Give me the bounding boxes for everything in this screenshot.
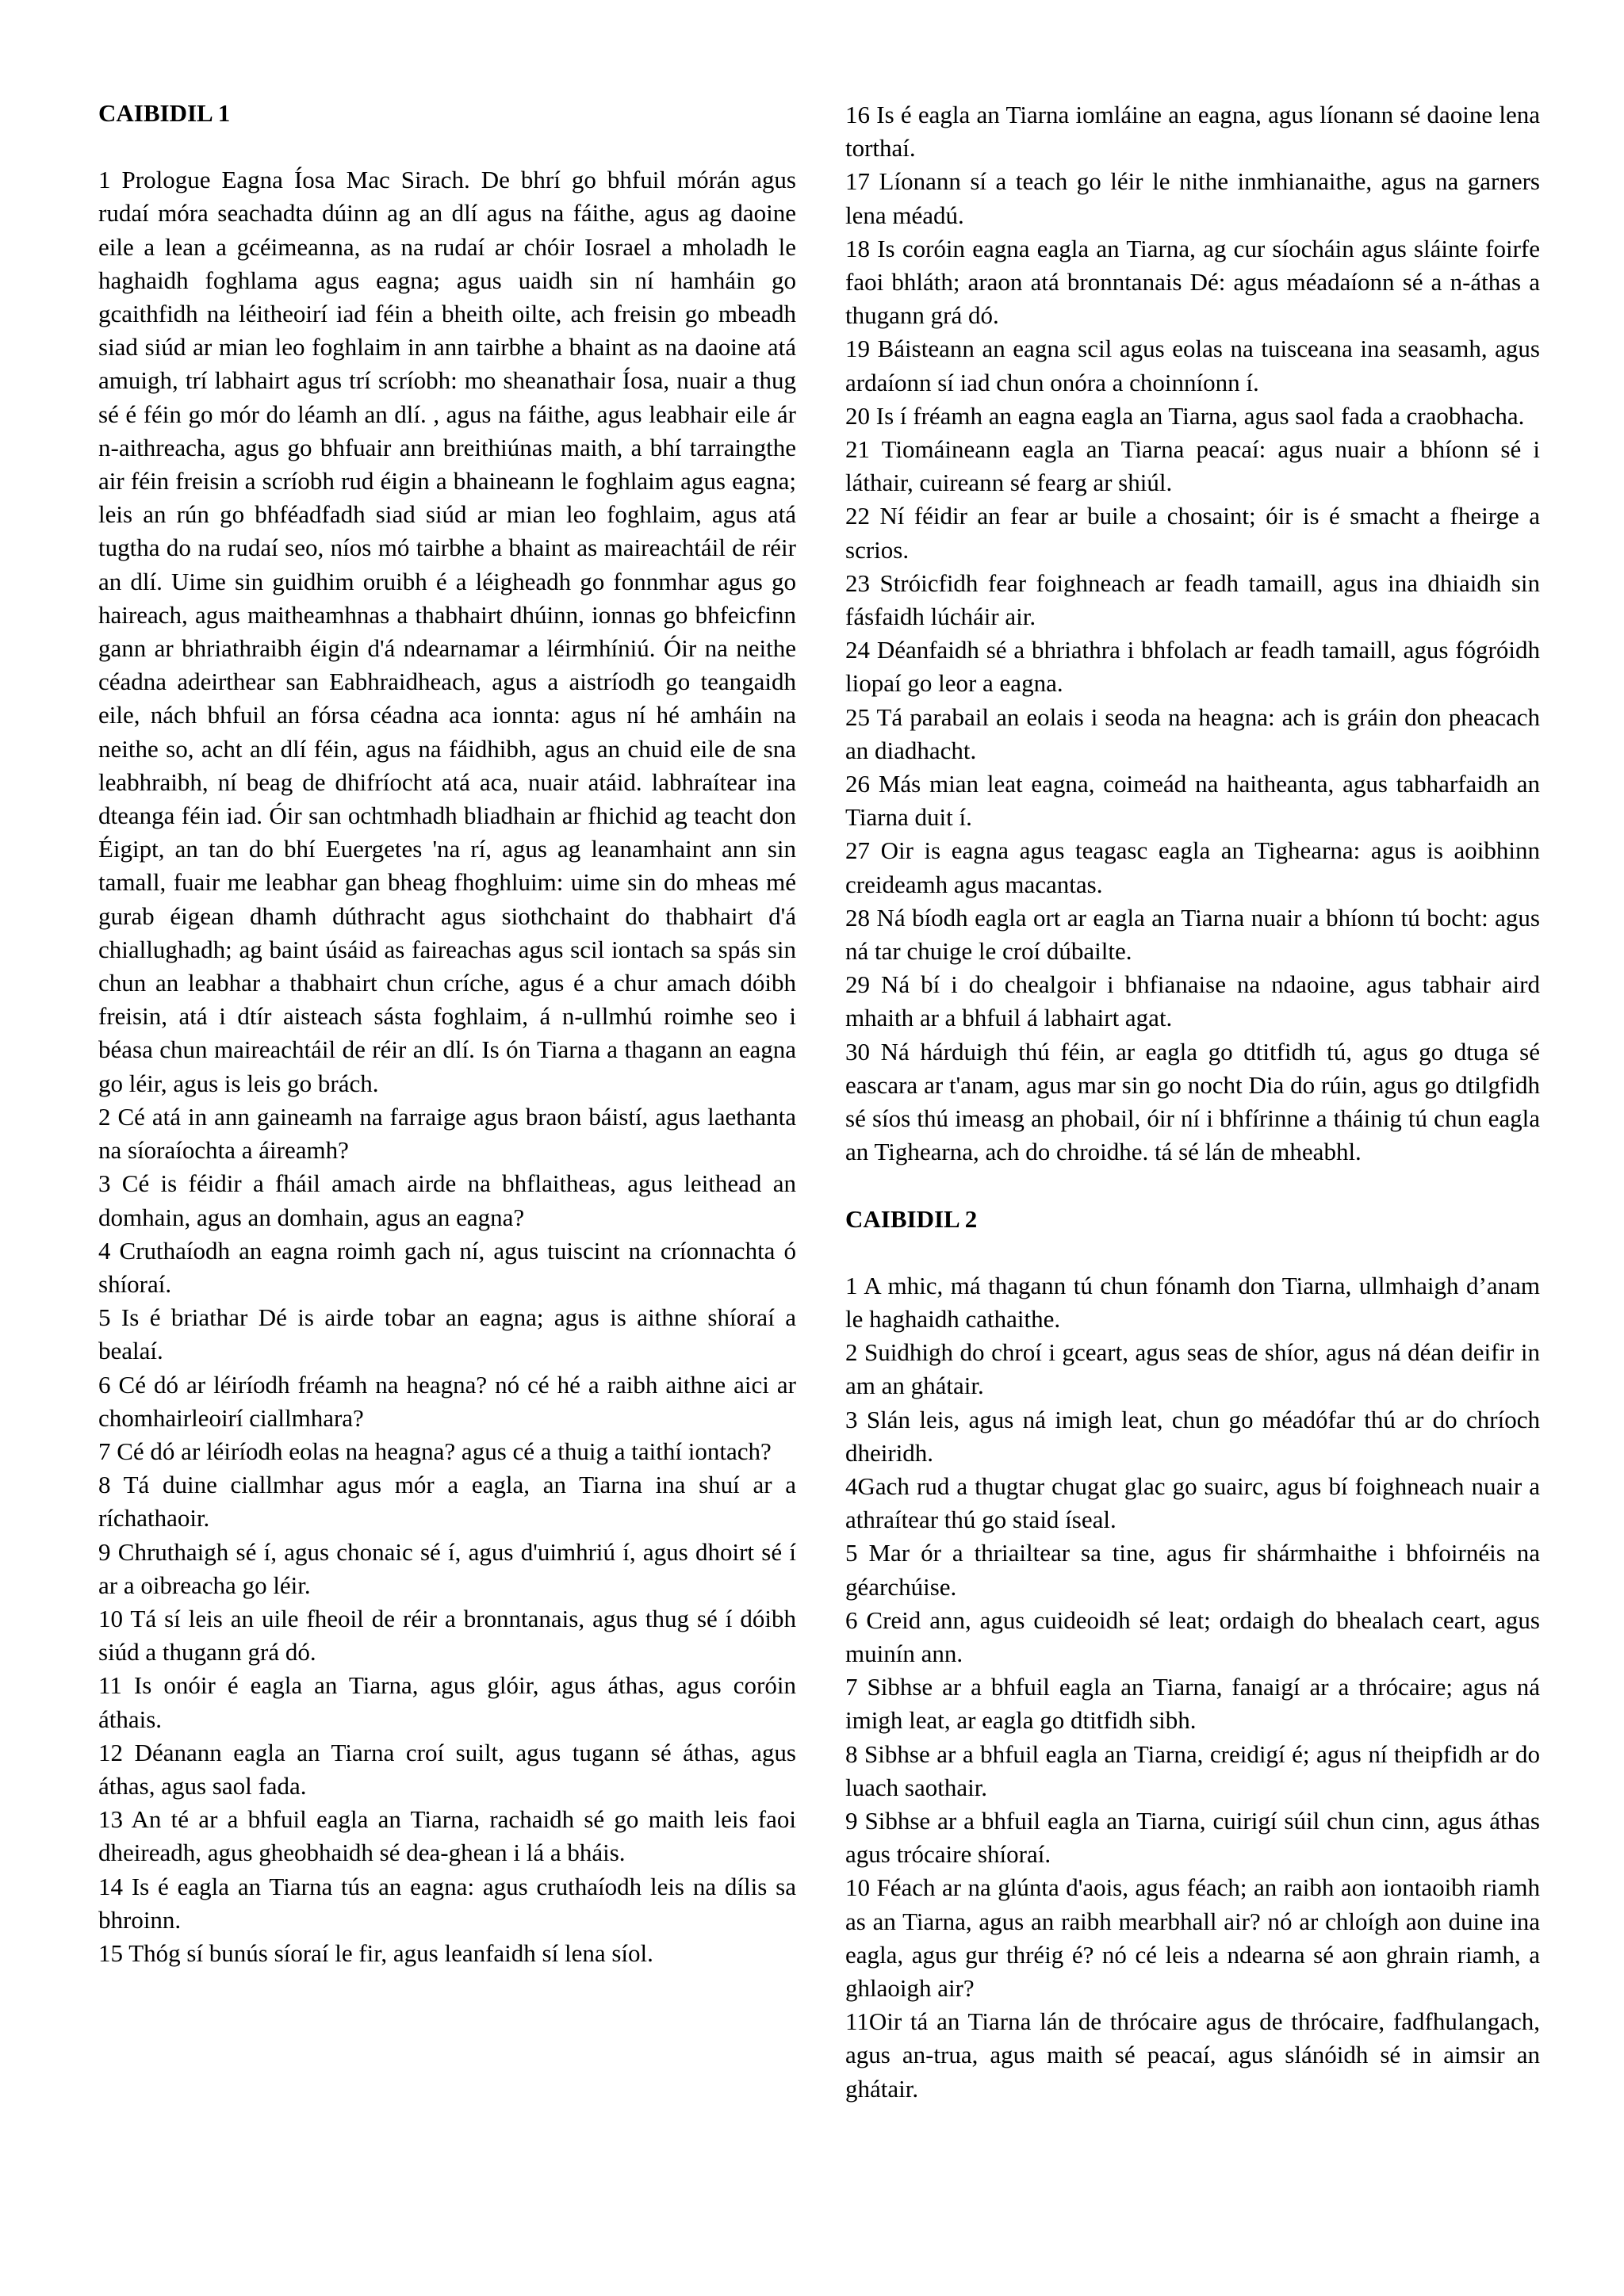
verse: 12 Déanann eagla an Tiarna croí suilt, agus tugann sé áthas, agus áthas, agus saol fada. <box>98 1738 796 1800</box>
verse: 2 Suidhigh do chroí i gceart, agus seas de shíor, agus ná déan deifir in am an ghátair. <box>845 1338 1540 1400</box>
chapter-2-verses <box>845 1269 1540 2106</box>
left-column <box>98 97 796 1970</box>
verse: 1 A mhic, má thagann tú chun fónamh don Tiarna, ullmhaigh d’anam le haghaidh cathaithe. <box>845 1271 1540 1333</box>
verse: 21 Tiomáineann eagla an Tiarna peacaí: agus nuair a bhíonn sé i láthair, cuireann sé fearg ar shiúl. <box>845 435 1540 497</box>
verse: 28 Ná bíodh eagla ort ar eagla an Tiarna nuair a bhíonn tú bocht: agus ná tar chuige le croí dúbailte. <box>845 903 1540 966</box>
verse: 18 Is coróin eagna eagla an Tiarna, ag cur síocháin agus sláinte foirfe faoi bhláth; araon atá bronntanais Dé: agus méadaíonn sé a n-áthas a thugann grá dó. <box>845 234 1540 330</box>
verse: 14 Is é eagla an Tiarna tús an eagna: agus cruthaíodh leis na dílis sa bhroinn. <box>98 1872 796 1934</box>
verse: 1 Prologue Eagna Íosa Mac Sirach. De bhrí go bhfuil mórán agus rudaí móra seachadta dúinn ag an dlí agus na fáithe, agus ag daoine eile a lean a gcéimeanna, as na rudaí ar chóir Iosrael a mholadh le haghaidh foghlama agus eagna; agus uaidh sin ní hamháin go gcaithfidh na léitheoirí iad féin a bheith oilte, ach freisin go mbeadh siad siúd ar mian leo foghlaim in ann tairbhe a bhaint as na daoine atá amuigh, trí labhairt agus trí scríobh: mo sheanathair Íosa, nuair a thug sé é féin go mór do léamh an dlí. , agus na fáithe, agus leabhair eile ár n-aithreacha, agus go bhfuair ann breithiúnas maith, a bhí tarraingthe air féin freisin a scríobh rud éigin a bhaineann le foghlaim agus eagna; leis an rún go bhféadfadh siad siúd ar mian leo foghlaim, agus atá tugtha do na rudaí seo, níos mó tairbhe a bhaint as maireachtáil de réir an dlí. Uime sin guidhim oruibh é a léigheadh go fonnmhar agus go haireach, agus maitheamhnas a thabhairt dhúinn, ionnas go bhfeicfinn gann ar bhriathraibh éigin d'á ndearnamar a léirmhíniú. Óir na neithe céadna adeirthear san Eabhraidheach, agus a aistríodh go teangaidh eile, nách bhfuil an fórsa céadna aca ionnta: agus ní hé amháin na neithe so, acht an dlí féin, agus na fáidhibh, agus an chuid eile de sna leabhraibh, ní beag de dhifríocht atá aca, nuair atáid. labhraítear ina dteanga féin iad. Óir san ochtmhadh bliadhain ar fhichid ag teacht don Éigipt, an tan do bhí Euergetes 'na rí, agus ag leanamhaint ann sin tamall, fuair me leabhar gan bheag fhoghluim: uime sin do mheas mé gurab éigean dhamh dúthracht agus siothchaint do thabhairt d'á chiallughadh; ag baint úsáid as faireachas agus scil iontach sa spás sin chun an leabhar a thabhairt chun críche, agus é a chur amach dóibh freisin, atá i dtír aisteach sásta foghlaim, á n-ullmhú roimhe seo i béasa chun maireachtáil de réir an dlí. Is ón Tiarna a thagann an eagna go léir, agus is leis go brách. <box>98 166 796 1097</box>
verse: 15 Thóg sí bunús síoraí le fir, agus leanfaidh sí lena síol. <box>98 1938 653 1967</box>
verse: 24 Déanfaidh sé a bhriathra i bhfolach ar feadh tamaill, agus fógróidh liopaí go leor a eagna. <box>845 636 1540 698</box>
verse: 17 Líonann sí a teach go léir le nithe inmhianaithe, agus na garners lena méadú. <box>845 167 1540 229</box>
verse: 4 Cruthaíodh an eagna roimh gach ní, agus tuiscint na críonnachta ó shíoraí. <box>98 1236 796 1298</box>
verse: 6 Cé dó ar léiríodh fréamh na heagna? nó cé hé a raibh aithne aici ar chomhairleoirí ciallmhara? <box>98 1370 796 1432</box>
verse: 10 Féach ar na glúnta d'aois, agus féach; an raibh aon iontaoibh riamh as an Tiarna, agus an raibh mearbhall air? nó ar chloígh aon duine ina eagla, agus gur thréig é? nó cé leis a ndearna sé aon ghrain riamh, a ghlaoigh air? <box>845 1873 1540 2002</box>
section-spacer <box>845 1169 1540 1203</box>
verse: 9 Sibhse ar a bhfuil eagla an Tiarna, cuirigí súil chun cinn, agus áthas agus trócaire shíoraí. <box>845 1806 1540 1869</box>
verse: 4Gach rud a thugtar chugat glac go suairc, agus bí foighneach nuair a athraítear thú go staid íseal. <box>845 1471 1540 1534</box>
verse: 8 Tá duine ciallmhar agus mór a eagla, an Tiarna ina shuí ar a ríchathaoir. <box>98 1471 796 1533</box>
verse: 29 Ná bí i do chealgoir i bhfianaise na ndaoine, agus tabhair aird mhaith ar a bhfuil á labhairt agat. <box>845 970 1540 1032</box>
verse: 8 Sibhse ar a bhfuil eagla an Tiarna, creidigí é; agus ní theipfidh ar do luach saothair. <box>845 1739 1540 1801</box>
chapter-1-heading: CAIBIDIL 1 <box>98 99 231 127</box>
verse: 10 Tá sí leis an uile fheoil de réir a bronntanais, agus thug sé í dóibh siúd a thugann grá dó. <box>98 1604 796 1667</box>
verse: 3 Cé is féidir a fháil amach airde na bhflaitheas, agus leithead an domhain, agus an domhain, agus an eagna? <box>98 1169 796 1231</box>
verse: 23 Stróicfidh fear foighneach ar feadh tamaill, agus ina dhiaidh sin fásfaidh lúcháir air. <box>845 568 1540 631</box>
verse: 26 Más mian leat eagna, coimeád na haitheanta, agus tabharfaidh an Tiarna duit í. <box>845 770 1540 832</box>
verse: 22 Ní féidir an fear ar buile a chosaint; óir is é smacht a fheirge a scrios. <box>845 502 1540 564</box>
verse: 11 Is onóir é eagla an Tiarna, agus glóir, agus áthas, agus coróin áthais. <box>98 1671 796 1733</box>
verse: 30 Ná hárduigh thú féin, ar eagla go dtitfidh tú, agus go dtuga sé eascara ar t'anam, agus mar sin go nocht Dia do rúin, agus go dtilgfidh sé síos thú imeasg an phobail, óir ní i bhfírinne a tháinig tú chun eagla an Tighearna, ach do chroidhe. tá sé lán de mheabhl. <box>845 1037 1540 1166</box>
verse: 27 Oir is eagna agus teagasc eagla an Tighearna: agus is aoibhinn creideamh agus macantas. <box>845 836 1540 898</box>
verse: 6 Creid ann, agus cuideoidh sé leat; ordaigh do bhealach ceart, agus muinín ann. <box>845 1605 1540 1667</box>
verse: 16 Is é eagla an Tiarna iomláine an eagna, agus líonann sé daoine lena torthaí. <box>845 101 1540 163</box>
chapter-1-verses-left <box>98 163 796 1970</box>
verse: 5 Is é briathar Dé is airde tobar an eagna; agus is aithne shíoraí a bealaí. <box>98 1303 796 1365</box>
verse: 9 Chruthaigh sé í, agus chonaic sé í, agus d'uimhriú í, agus dhoirt sé í ar a oibreacha go léir. <box>98 1537 796 1599</box>
verse: 5 Mar ór a thriailtear sa tine, agus fir shármhaithe i bhfoirnéis na géarchúise. <box>845 1539 1540 1601</box>
verse: 2 Cé atá in ann gaineamh na farraige agus braon báistí, agus laethanta na síoraíochta a áireamh? <box>98 1102 796 1165</box>
right-column <box>845 98 1540 2106</box>
verse: 20 Is í fréamh an eagna eagla an Tiarna, agus saol fada a craobhacha. <box>845 401 1525 430</box>
verse: 13 An té ar a bhfuil eagla an Tiarna, rachaidh sé go maith leis faoi dheireadh, agus gheobhaidh sé dea-ghean i lá a bháis. <box>98 1805 796 1867</box>
chapter-2-heading: CAIBIDIL 2 <box>845 1204 978 1233</box>
verse: 11Oir tá an Tiarna lán de thrócaire agus de thrócaire, fadfhulangach, agus an-trua, agus maith sé peacaí, agus slánóidh sé in aimsir an ghátair. <box>845 2007 1540 2103</box>
verse: 7 Sibhse ar a bhfuil eagla an Tiarna, fanaigí ar a thrócaire; agus ná imigh leat, ar eagla go dtitfidh sibh. <box>845 1673 1540 1735</box>
verse: 19 Báisteann an eagna scil agus eolas na tuisceana ina seasamh, agus ardaíonn sí iad chun onóra a choinníonn í. <box>845 335 1540 396</box>
verse: 3 Slán leis, agus ná imigh leat, chun go méadófar thú ar do chríoch dheiridh. <box>845 1405 1540 1467</box>
verse: 7 Cé dó ar léiríodh eolas na heagna? agus cé a thuig a taithí iontach? <box>98 1437 772 1465</box>
chapter-1-verses-right <box>845 98 1540 1169</box>
verse: 25 Tá parabail an eolais i seoda na heagna: ach is gráin don pheacach an diadhacht. <box>845 702 1540 764</box>
